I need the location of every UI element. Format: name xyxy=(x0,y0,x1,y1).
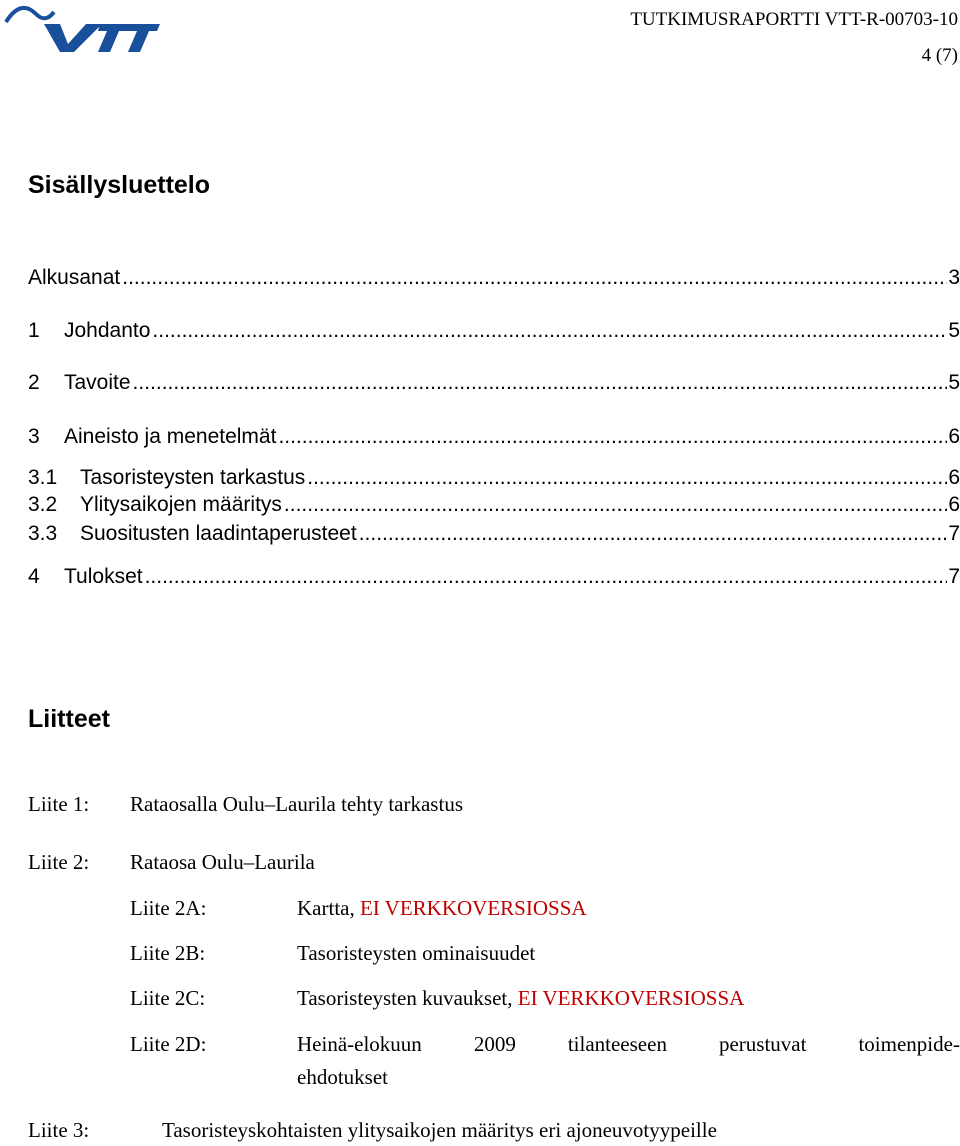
toc-entry[interactable] xyxy=(28,424,960,450)
toc-entry-number: 3.2 xyxy=(28,493,58,516)
toc-entry-page: 6 xyxy=(948,493,960,516)
vtt-logo xyxy=(2,0,162,56)
sub-appendix-text: Kartta, xyxy=(297,896,360,920)
toc-entry-page: 7 xyxy=(948,522,960,545)
toc-entry-page: 6 xyxy=(948,425,960,448)
sub-appendix-label: Liite 2D: xyxy=(130,1032,207,1056)
appendix-label: Liite 3: xyxy=(28,1118,90,1142)
toc-heading: Sisällysluettelo xyxy=(28,171,211,199)
appendix-title: Rataosa Oulu–Laurila xyxy=(130,850,315,874)
sub-appendix-label: Liite 2C: xyxy=(130,986,206,1010)
title-word: 2009 xyxy=(473,1032,516,1056)
sub-appendix-title xyxy=(297,895,587,921)
toc-entry[interactable] xyxy=(28,521,960,547)
appendix-label: Liite 2: xyxy=(28,850,90,874)
toc-entry-number: 3.3 xyxy=(28,522,58,545)
toc-entry[interactable] xyxy=(28,465,960,491)
toc-entry[interactable] xyxy=(28,265,960,291)
toc-entry-title: Tasoristeysten tarkastus xyxy=(80,466,306,489)
toc-entry-page: 5 xyxy=(948,319,960,342)
appendix-title: Rataosalla Oulu–Laurila tehty tarkastus xyxy=(130,792,463,816)
not-online-note: EI VERKKOVERSIOSSA xyxy=(359,896,587,920)
title-word: toimenpide- xyxy=(858,1032,960,1056)
sub-appendix-text: Tasoristeysten kuvaukset, xyxy=(297,986,518,1010)
toc-entry[interactable] xyxy=(28,318,960,344)
page-number: 4 (7) xyxy=(921,45,958,66)
toc-leader xyxy=(278,424,947,450)
sub-appendix-title: Tasoristeysten ominaisuudet xyxy=(297,941,536,965)
toc-entry-number: 3.1 xyxy=(28,466,58,489)
toc-entry[interactable] xyxy=(28,564,960,590)
title-word: perustuvat xyxy=(718,1032,807,1056)
toc-entry-number: 1 xyxy=(28,319,40,342)
toc-entry-number: 4 xyxy=(28,565,40,588)
toc-entry-title: Tulokset xyxy=(64,565,143,588)
toc-entry[interactable] xyxy=(28,492,960,518)
toc-leader xyxy=(122,265,947,291)
not-online-note: EI VERKKOVERSIOSSA xyxy=(517,986,745,1010)
title-word: tilanteeseen xyxy=(567,1032,667,1056)
sub-appendix-title xyxy=(297,1031,960,1057)
toc-entry-title: Tavoite xyxy=(64,371,131,394)
appendix-title: Tasoristeyskohtaisten ylitysaikojen määritys eri ajoneuvotyypeille xyxy=(162,1118,717,1142)
toc-entry-title: Alkusanat xyxy=(28,266,121,289)
toc-entry-title: Aineisto ja menetelmät xyxy=(64,425,277,448)
toc-entry-title: Suositusten laadintaperusteet xyxy=(80,522,357,545)
toc-leader xyxy=(133,370,948,396)
sub-appendix-title xyxy=(297,985,744,1011)
toc-leader xyxy=(152,318,947,344)
sub-appendix-label: Liite 2B: xyxy=(130,941,206,965)
toc-entry-number: 2 xyxy=(28,371,40,394)
toc-leader xyxy=(307,465,947,491)
toc-entry-page: 6 xyxy=(948,466,960,489)
toc-entry-page: 3 xyxy=(948,266,960,289)
sub-appendix-title-continued: ehdotukset xyxy=(297,1065,388,1089)
sub-appendix-label: Liite 2A: xyxy=(130,896,207,920)
toc-leader xyxy=(359,521,948,547)
toc-leader xyxy=(284,492,947,518)
toc-entry-number: 3 xyxy=(28,425,40,448)
toc-entry-page: 5 xyxy=(948,371,960,394)
toc-entry-title: Johdanto xyxy=(64,319,151,342)
toc-entry-page: 7 xyxy=(948,565,960,588)
toc-leader xyxy=(145,564,948,590)
toc-entry-title: Ylitysaikojen määritys xyxy=(80,493,282,516)
toc-entry[interactable] xyxy=(28,370,960,396)
appendices-heading: Liitteet xyxy=(28,705,110,733)
report-id: TUTKIMUSRAPORTTI VTT-R-00703-10 xyxy=(630,9,958,30)
title-word: Heinä-elokuun xyxy=(297,1032,422,1056)
appendix-label: Liite 1: xyxy=(28,792,90,816)
